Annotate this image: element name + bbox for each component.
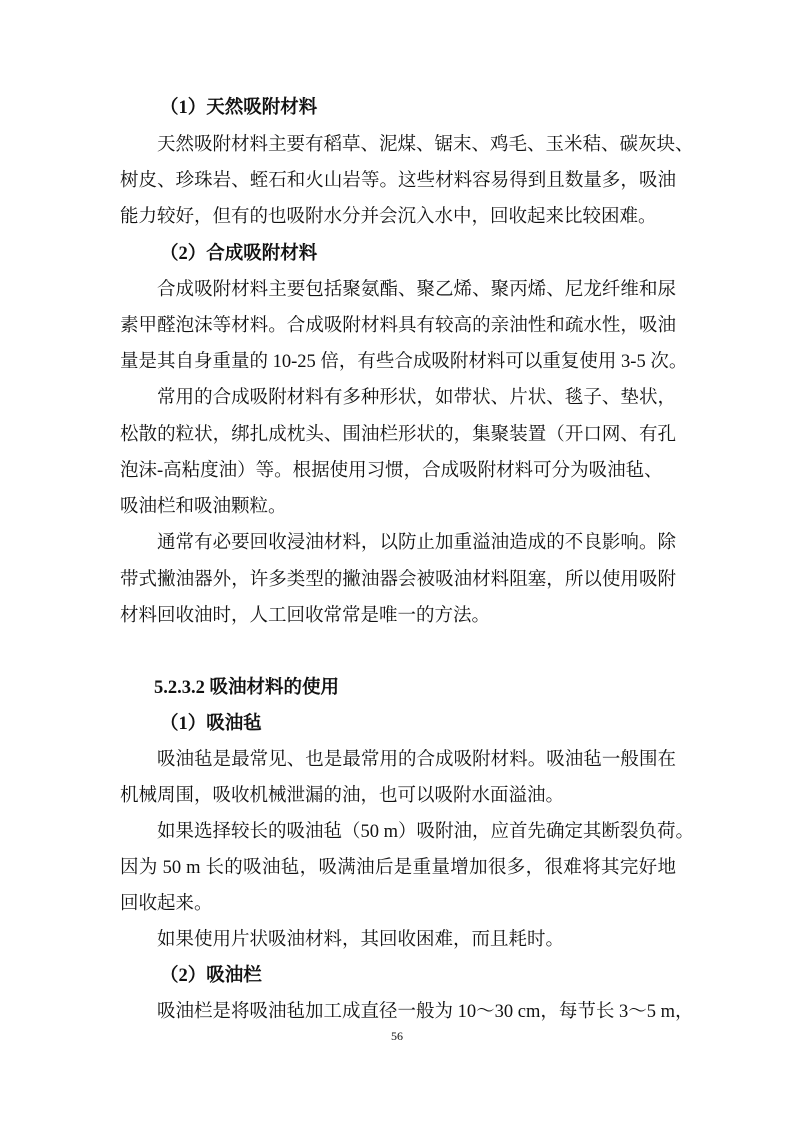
text-line: 树皮、珍珠岩、蛭石和火山岩等。这些材料容易得到且数量多，吸油 <box>120 171 676 191</box>
text-line: 常用的合成吸附材料有多种形状，如带状、片状、毯子、垫状， <box>157 388 676 408</box>
text-line: 合成吸附材料主要包括聚氨酯、聚乙烯、聚丙烯、尼龙纤维和尿 <box>157 280 676 300</box>
text-line: 因为 50 m 长的吸油毡，吸满油后是重量增加很多，很难将其完好地 <box>120 858 676 878</box>
text-line: 回收起来。 <box>120 894 213 914</box>
text-line: 通常有必要回收浸油材料，以防止加重溢油造成的不良影响。除 <box>157 533 676 553</box>
heading-natural-sorbents: （1）天然吸附材料 <box>160 98 318 118</box>
page-number: 56 <box>391 1029 403 1043</box>
text-line: 能力较好，但有的也吸附水分并会沉入水中，回收起来比较困难。 <box>120 207 657 227</box>
text-line: 带式撇油器外，许多类型的撇油器会被吸油材料阻塞，所以使用吸附 <box>120 570 676 590</box>
text-line: 机械周围，吸收机械泄漏的油，也可以吸附水面溢油。 <box>120 786 565 806</box>
text-line: 材料回收油时，人工回收常常是唯一的方法。 <box>120 606 491 626</box>
text-line: 吸油毡是最常见、也是最常用的合成吸附材料。吸油毡一般围在 <box>157 750 676 770</box>
heading-oil-felt: （1）吸油毡 <box>160 714 262 734</box>
heading-oil-boom: （2）吸油栏 <box>160 966 262 986</box>
text-line: 素甲醛泡沫等材料。合成吸附材料具有较高的亲油性和疏水性，吸油 <box>120 316 676 336</box>
heading-synthetic-sorbents: （2）合成吸附材料 <box>160 244 318 264</box>
text-line: 泡沫-高粘度油）等。根据使用习惯，合成吸附材料可分为吸油毡、 <box>120 461 663 481</box>
text-line: 松散的粒状，绑扎成枕头、围油栏形状的，集聚装置（开口网、有孔 <box>120 425 676 445</box>
section-heading: 5.2.3.2 吸油材料的使用 <box>154 678 340 698</box>
text-line: 吸油栏和吸油颗粒。 <box>120 497 287 517</box>
text-line: 如果使用片状吸油材料，其回收困难，而且耗时。 <box>157 930 565 950</box>
text-line: 如果选择较长的吸油毡（50 m）吸附油，应首先确定其断裂负荷。 <box>157 822 695 842</box>
text-line: 吸油栏是将吸油毡加工成直径一般为 10～30 cm，每节长 3～5 m， <box>157 1002 694 1022</box>
text-line: 天然吸附材料主要有稻草、泥煤、锯末、鸡毛、玉米秸、碳灰块、 <box>157 135 694 155</box>
text-line: 量是其自身重量的 10-25 倍，有些合成吸附材料可以重复使用 3-5 次。 <box>120 352 688 372</box>
